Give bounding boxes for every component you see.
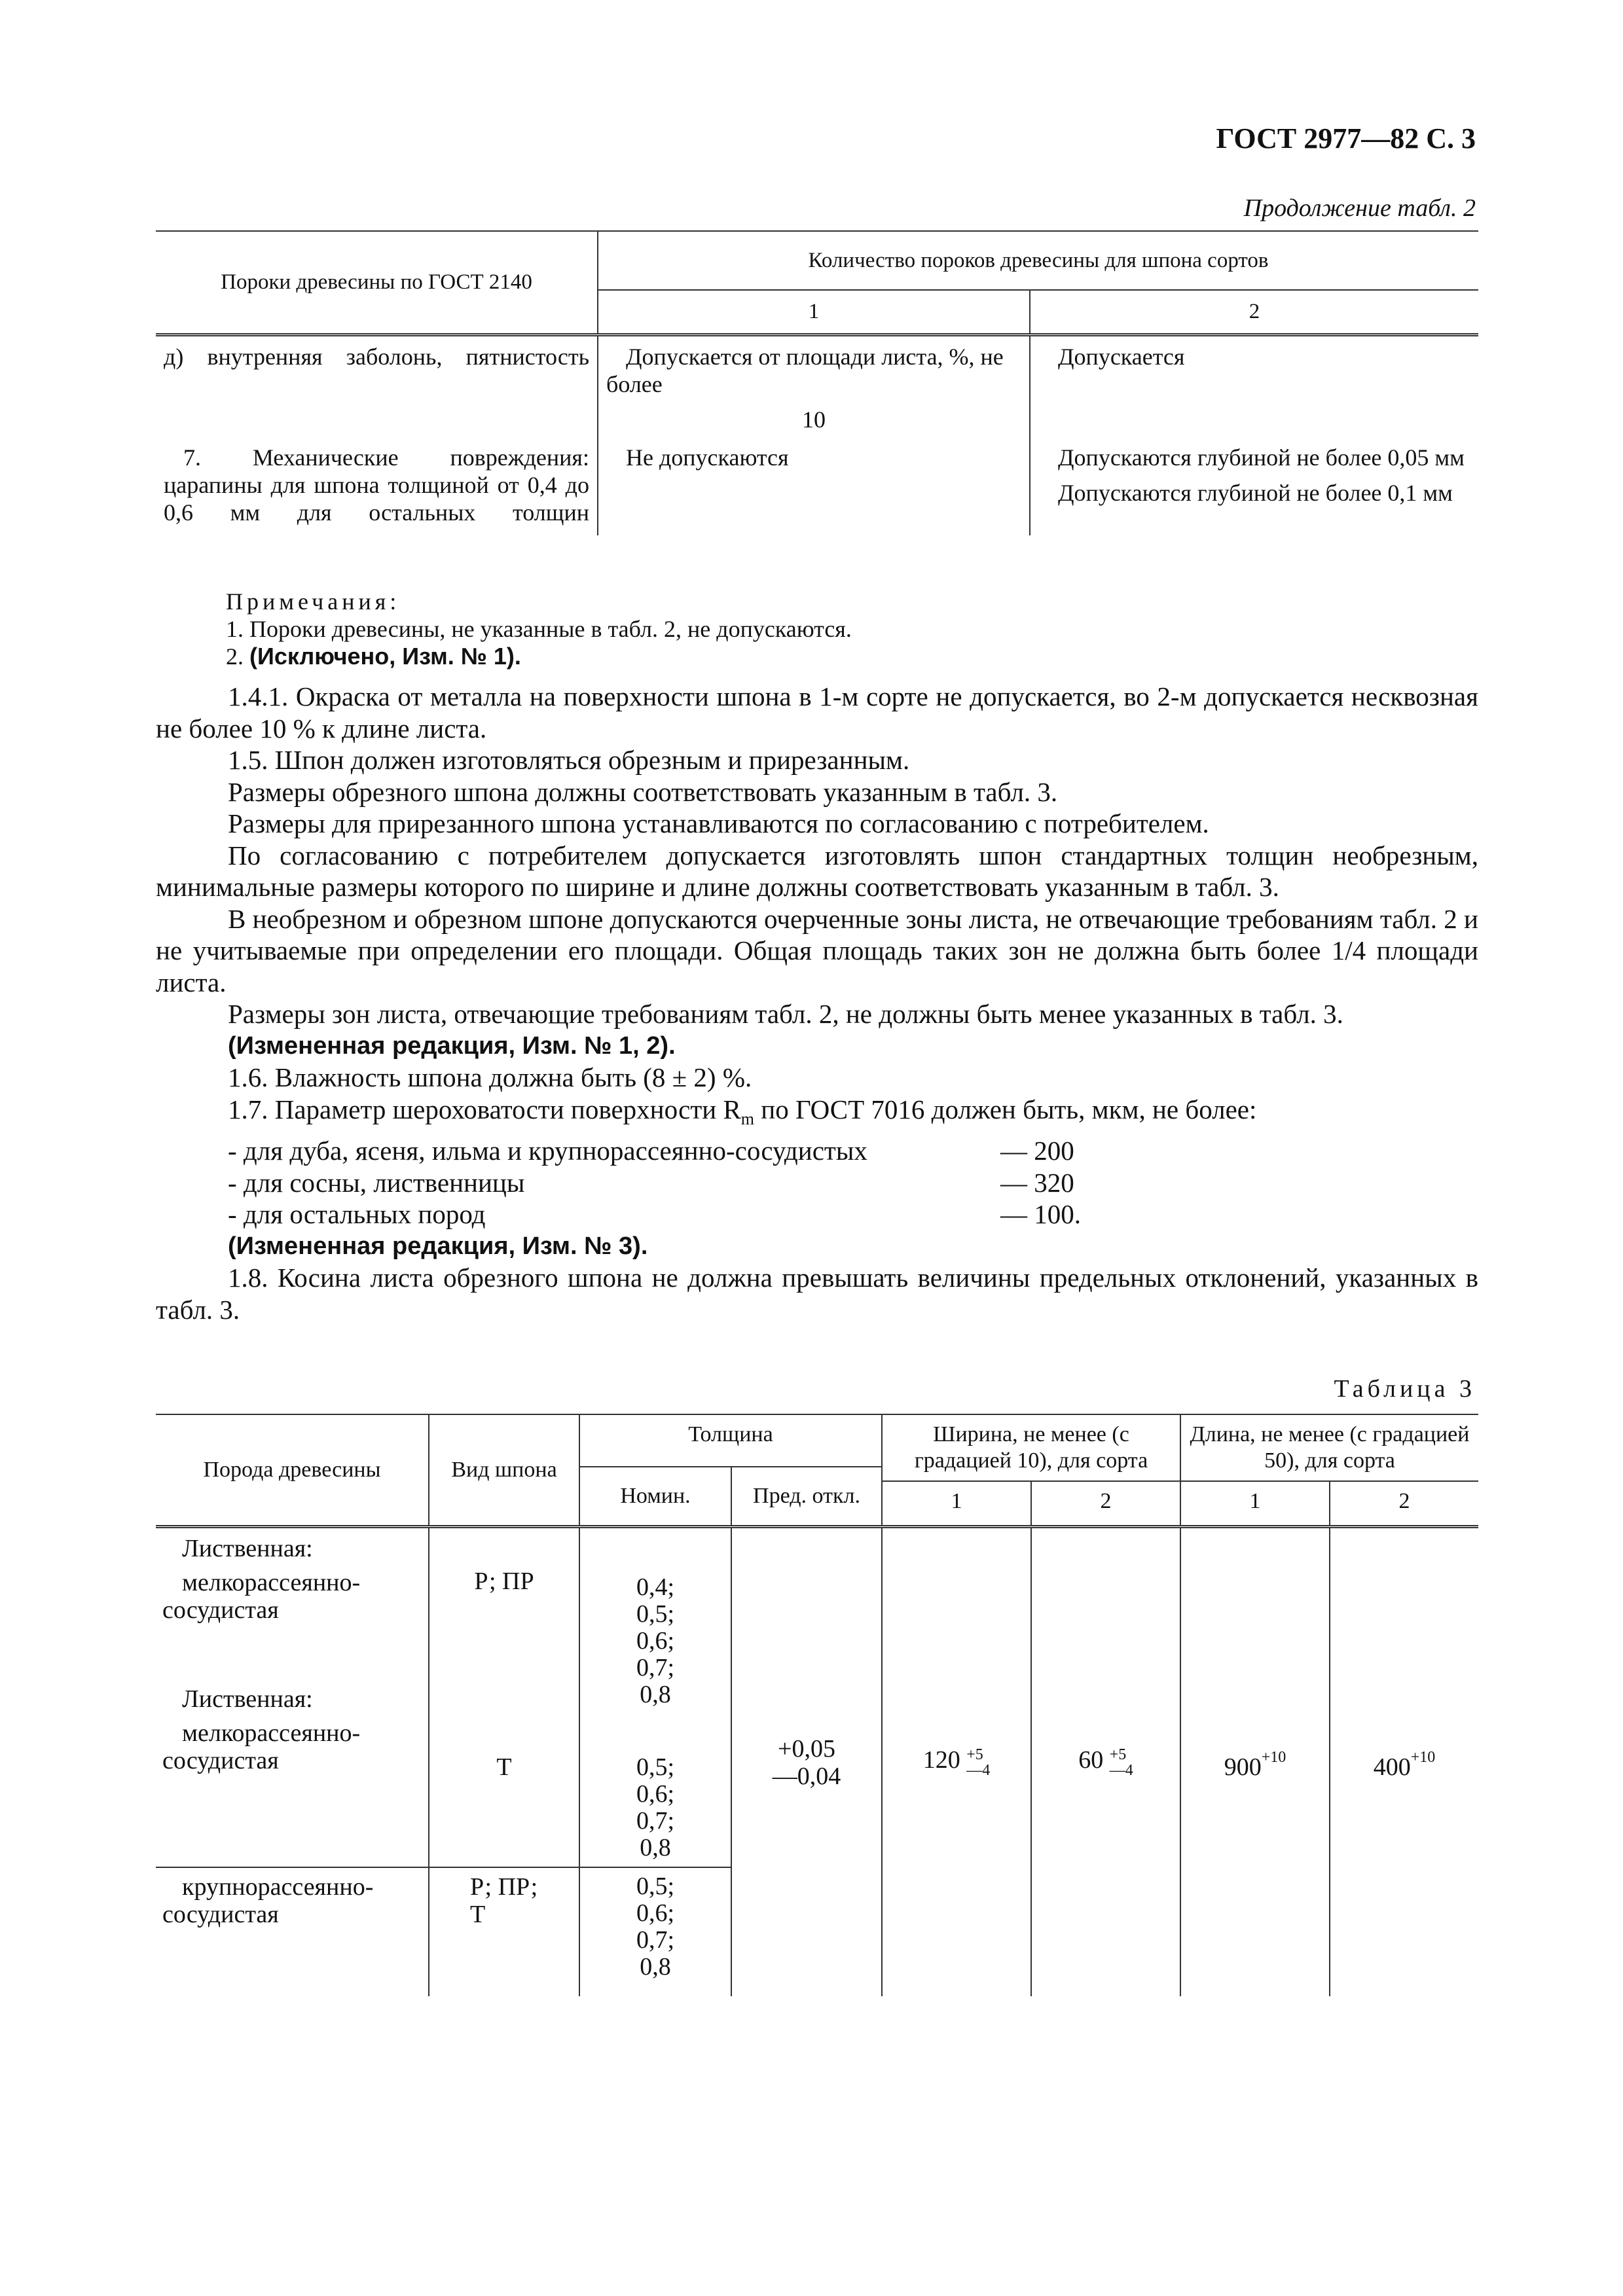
paragraph: Размеры для прирезанного шпона устанавливаются по согласованию с потребителем. (228, 808, 1209, 838)
col-header-species: Порода древесины (156, 1414, 429, 1527)
nominal-cell: 0,4; 0,5; 0,6; 0,7; 0,8 0,5; 0,6; 0,7; 0,8 (579, 1527, 731, 1868)
col-header-width-grade-1: 1 (882, 1481, 1031, 1527)
grade1-cell: Не допускаются (598, 437, 1030, 535)
notes-title: Примечания: (226, 588, 401, 615)
table-row (156, 437, 1478, 535)
grade1-cell: Допускается от площади листа, %, не более 10 (598, 335, 1030, 438)
paragraph: По согласованию с потребителем допускается изготовлять шпон стандартных толщин необрезным, минимальные размеры которого по ширине и длине должны соответствовать указанным в табл. 3. (156, 840, 1478, 902)
table-3 (156, 1414, 1478, 1996)
col-header-width: Ширина, не менее (с градацией 10), для сорта (882, 1414, 1180, 1481)
paragraph: 1.8. Косина листа обрезного шпона не должна превышать величины предельных отклонений, указанных в табл. 3. (156, 1263, 1478, 1325)
col-header-nominal: Номин. (579, 1467, 731, 1527)
length-grade-1-cell: $900^{+10}$ (1180, 1527, 1330, 1997)
paragraph: Размеры обрезного шпона должны соответствовать указанным в табл. 3. (228, 776, 1058, 807)
col-header-thickness: Толщина (579, 1414, 882, 1467)
note-1: 1. Пороки древесины, не указанные в табл. 2, не допускаются. (226, 616, 852, 642)
paragraph: 1.4.1. Окраска от металла на поверхности шпона в 1-м сорте не допускается, во 2-м допускается несквозная не более 10 % к длине листа. (156, 681, 1478, 744)
amendment-note: (Измененная редакция, Изм. № 3). (228, 1232, 648, 1260)
body-text (156, 681, 1478, 1325)
paragraph: 1.7. Параметр шероховатости поверхности $R_m$ по ГОСТ 7016 должен быть, мкм, не более: (228, 1094, 1257, 1128)
col-header-defects: Пороки древесины по ГОСТ 2140 (156, 231, 598, 335)
species-cell: крупнорассеянно-сосудистая (156, 1867, 429, 1996)
type-cell: Р; ПР Т (429, 1527, 579, 1868)
note-2: 2. (Исключено, Изм. № 1). (226, 643, 521, 670)
col-header-grade-1: 1 (598, 290, 1030, 335)
list-item: - для сосны, лиственницы — 320 (228, 1167, 1074, 1198)
list-item: - для дуба, ясеня, ильма и крупнорассеянно-сосудистых — 200 (228, 1136, 1074, 1166)
paragraph: 1.6. Влажность шпона должна быть (8 ± 2) %. (228, 1062, 752, 1092)
col-header-width-grade-2: 2 (1031, 1481, 1180, 1527)
table-2-continuation (156, 230, 1478, 535)
species-cell: Лиственная: мелкорассеянно-сосудистая Лиственная: мелкорассеянно-сосудистая (156, 1527, 429, 1868)
length-grade-2-cell: $400^{+10}$ (1373, 1749, 1436, 1781)
grade2-cell: Допускается (1058, 344, 1185, 370)
defect-cell: 7. Механические повреждения: царапины для шпона толщиной от 0,4 до 0,6 мм для остальных толщин (156, 437, 598, 535)
notes (226, 588, 852, 670)
table-row (156, 1527, 1478, 1868)
col-header-length-grade-2: 2 (1330, 1481, 1478, 1527)
col-header-type: Вид шпона (429, 1414, 579, 1527)
defect-cell: д) внутренняя заболонь, пятнистость (156, 335, 598, 438)
table-3-caption: Таблица 3 (1334, 1375, 1476, 1403)
paragraph: В необрезном и обрезном шпоне допускаются очерченные зоны листа, не отвечающие требованиям табл. 2 и не учитываемые при определении его площади. Общая площадь таких зон не должна быть более 1/4 площади листа. (156, 903, 1478, 997)
paragraph: Размеры зон листа, отвечающие требованиям табл. 2, не должны быть менее указанных в табл. 3. (228, 999, 1343, 1029)
deviation-cell: +0,05 —0,04 (731, 1527, 882, 1997)
col-header-length-grade-1: 1 (1180, 1481, 1330, 1527)
paragraph: 1.5. Шпон должен изготовляться обрезным и прирезанным. (228, 745, 910, 775)
width-grade-2-cell: 60 +5 —4 (1031, 1527, 1180, 1997)
col-header-length: Длина, не менее (с градацией 50), для сорта (1180, 1414, 1478, 1481)
nominal-cell: 0,5; 0,6; 0,7; 0,8 (579, 1867, 731, 1996)
amendment-note: (Измененная редакция, Изм. № 1, 2). (228, 1031, 676, 1060)
col-header-count: Количество пороков древесины для шпона сортов (598, 231, 1478, 290)
list-item: - для остальных пород — 100. (228, 1199, 1081, 1230)
type-cell: Р; ПР; Т (429, 1867, 579, 1996)
col-header-deviation: Пред. откл. (731, 1467, 882, 1527)
table-row (156, 335, 1478, 438)
table-continuation-label: Продолжение табл. 2 (1243, 194, 1476, 222)
width-grade-1-cell: 120 +5 —4 (882, 1527, 1031, 1997)
grade2-cell: Допускаются глубиной не более 0,05 мм Допускаются глубиной не более 0,1 мм (1058, 444, 1465, 506)
col-header-grade-2: 2 (1030, 290, 1478, 335)
document-reference: ГОСТ 2977—82 С. 3 (1216, 122, 1476, 154)
